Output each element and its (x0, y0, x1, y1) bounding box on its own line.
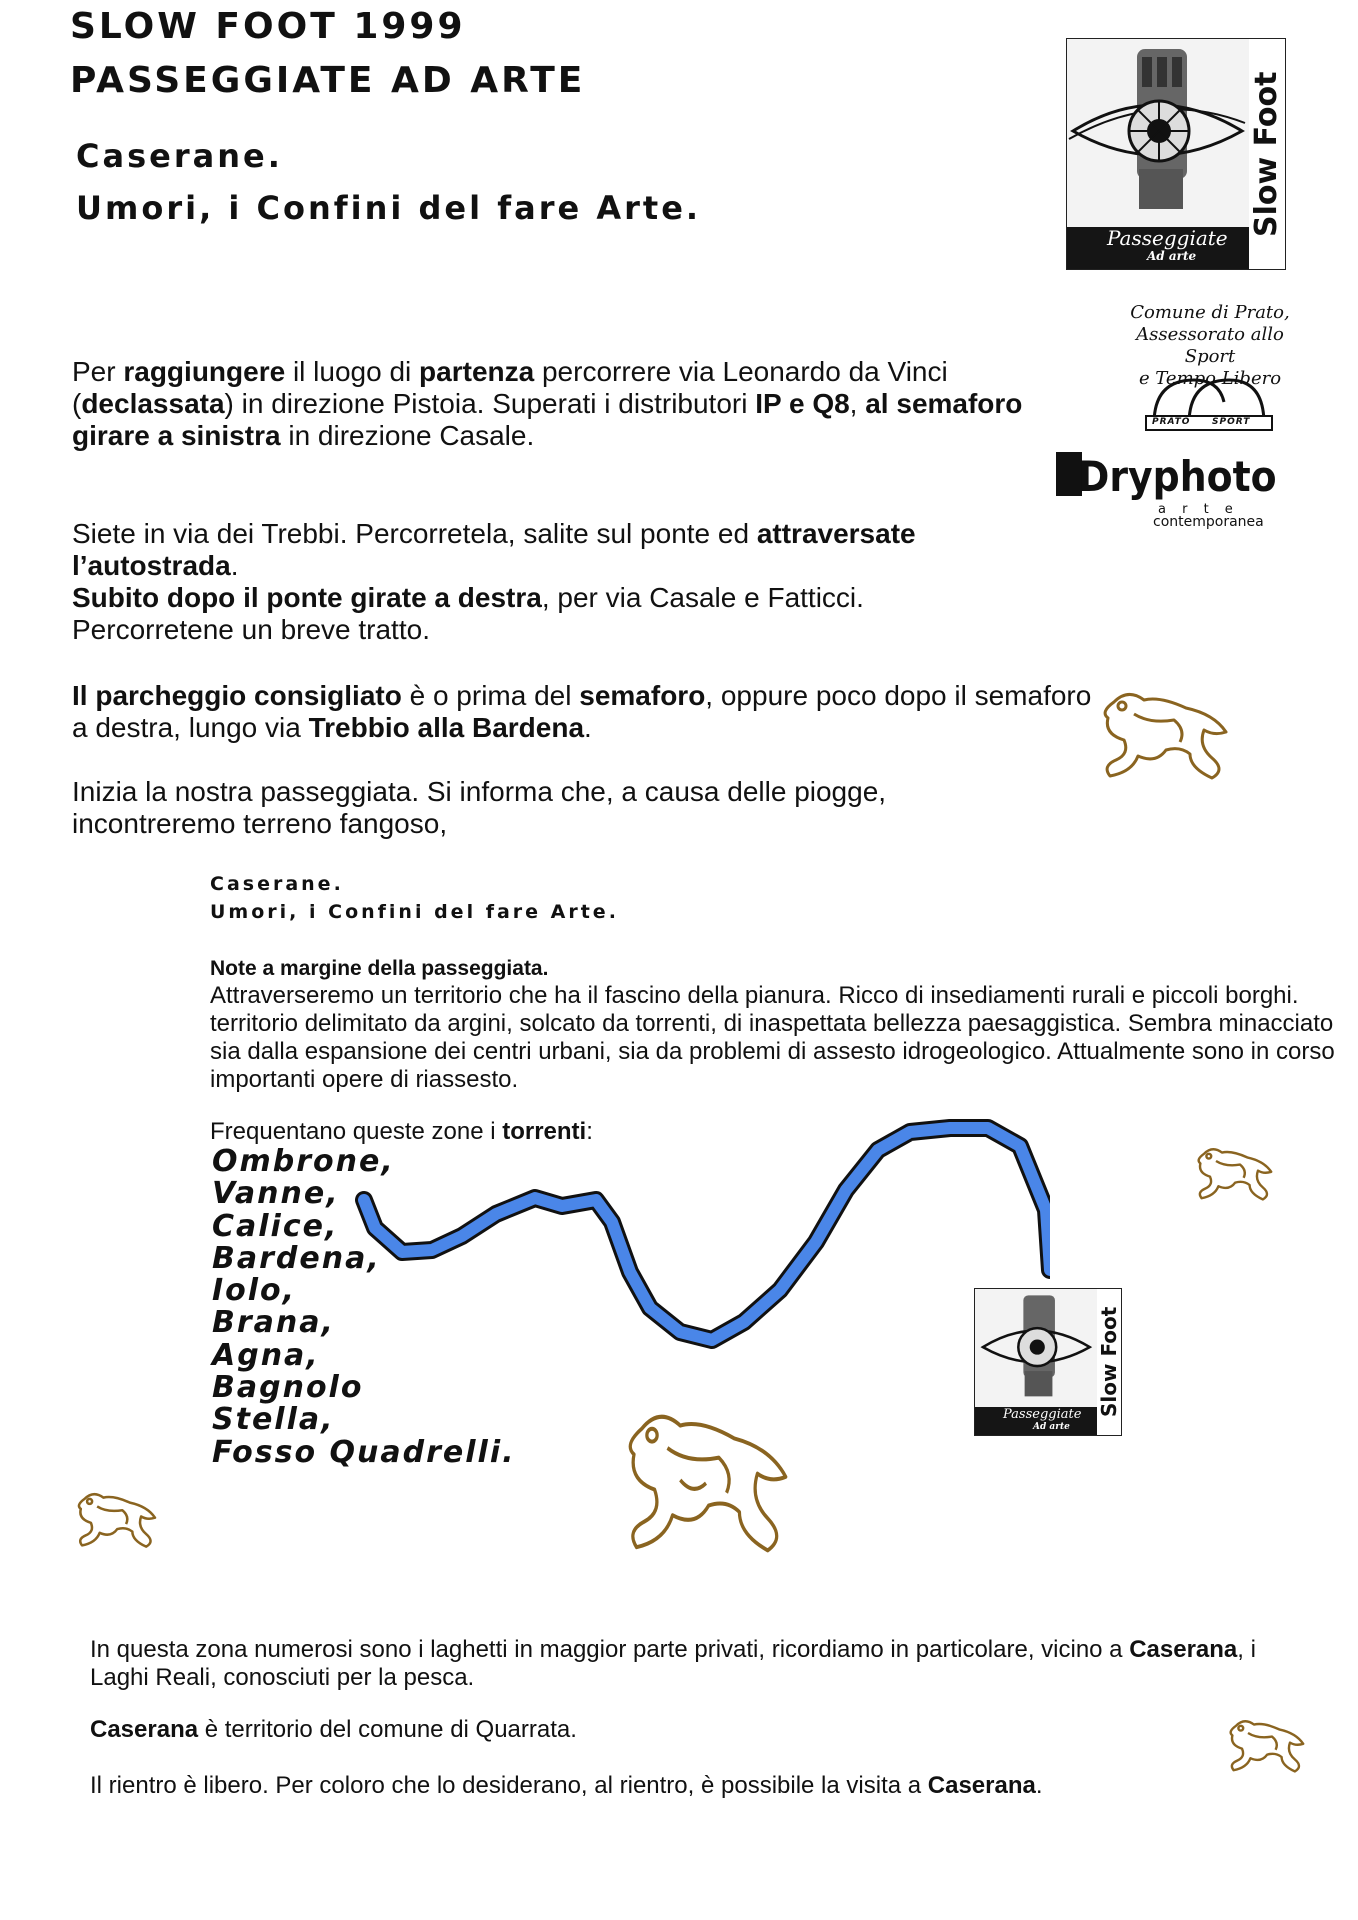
logo-footer (975, 1407, 1097, 1435)
river-item: Ombrone, (212, 1144, 395, 1179)
bold-text: Il parcheggio consigliato (72, 680, 402, 711)
margin-notes-title: Note a margine della passeggiata. (210, 957, 549, 980)
text: , per via Casale e Fatticci. (541, 582, 864, 613)
slowfoot-logo (1066, 38, 1286, 270)
bottom-paragraph-2 (90, 1716, 1310, 1744)
river-item: Vanne, (212, 1176, 340, 1212)
text: Frequentano queste zone i (210, 1118, 503, 1145)
notes-heading-line-1: Caserane. (210, 873, 344, 895)
eye-emblem-icon (975, 1289, 1097, 1409)
bold-text: partenza (419, 356, 535, 387)
eye-emblem-icon (1067, 39, 1247, 229)
river-drawing (350, 1110, 1050, 1350)
bold-text: al semaforo girare a sinistra (72, 388, 1023, 451)
slowfoot-logo-small (974, 1288, 1122, 1436)
frog-icon (72, 1484, 160, 1554)
text: : (586, 1118, 593, 1145)
notes-heading-line-2: Umori, i Confini del fare Arte. (210, 901, 619, 923)
text: è o prima del (401, 680, 580, 711)
text: Il rientro è libero. Per coloro che lo desiderano, al rientro, è possibile la visita a (90, 1772, 928, 1799)
dryphoto-contemporanea: contemporanea (1153, 514, 1264, 530)
river-item: Bardena, (212, 1240, 381, 1276)
main-title (70, 0, 585, 108)
frog-icon (1094, 684, 1234, 784)
river-item: Fosso Quadrelli. (212, 1434, 516, 1470)
bold-text: declassata (81, 388, 225, 419)
sport-word: SPORT (1212, 417, 1251, 427)
river-item: Brana, (212, 1305, 335, 1341)
subtitle-line-2: Umori, i Confini del fare Arte. (76, 189, 702, 227)
text: Per (72, 356, 124, 387)
logo-footer-line2: Ad arte (1033, 1422, 1070, 1432)
bold-text: Caserana (90, 1716, 199, 1743)
prato-word: PRATO (1152, 417, 1191, 427)
frog-icon (616, 1400, 796, 1560)
bold-text: raggiungere (123, 356, 286, 387)
text: , (849, 388, 866, 419)
text: , oppure poco dopo il semaforo a destra, lungo via (72, 680, 1092, 743)
text: percorrere via Leonardo da Vinci ( (72, 356, 948, 419)
bottom-paragraph-3 (90, 1772, 1330, 1800)
text: . (584, 712, 592, 743)
bold-text: Caserana (1129, 1636, 1238, 1663)
bold-text: Caserana (927, 1772, 1036, 1799)
logo-footer-line1: Passeggiate (1107, 226, 1228, 250)
text: è territorio del comune di Quarrata. (198, 1716, 577, 1743)
directions-paragraph-3 (72, 680, 1112, 744)
dryphoto-name: Dryphoto (1078, 452, 1277, 501)
bold-text: Trebbio alla Bardena (308, 712, 585, 743)
text: Siete in via dei Trebbi. Percorretela, salite sul ponte ed (72, 518, 757, 549)
bottom-paragraph-1 (90, 1636, 1310, 1692)
river-item: Stella, (212, 1402, 335, 1438)
slowfoot-vertical-text: Slow Foot (1097, 1289, 1121, 1435)
text: . (1035, 1772, 1043, 1799)
margin-notes-body: Attraverseremo un territorio che ha il fascino della pianura. Ricco di insediamenti rurali e piccoli borghi. territorio delimitato da argini, solcato da torrenti, di inaspettata bellezza paesaggistica. Sembra minacciato sia dalla espansione dei centri urbani, sia da problemi di assesto idrogeologico. Attualmente sono in corso importanti opere di riassesto. (210, 982, 1335, 1093)
comune-line-1: Comune di Prato, (1130, 302, 1290, 323)
text: in direzione Casale. (280, 420, 535, 451)
title-line-1: SLOW FOOT 1999 (70, 6, 466, 47)
notes-heading (210, 870, 619, 926)
subtitle (76, 130, 701, 234)
text: Percorretene un breve tratto. (72, 614, 430, 645)
dryphoto-arte: a r t e (1158, 502, 1239, 517)
frog-icon (1192, 1140, 1276, 1206)
directions-paragraph-1 (72, 356, 1082, 452)
logo-footer-line1: Passeggiate (1003, 1407, 1082, 1422)
comune-line-3: e Tempo Libero (1138, 368, 1282, 389)
bold-text: semaforo (579, 680, 706, 711)
bold-text: Subito dopo il ponte girate a destra (72, 582, 542, 613)
text: . (230, 550, 239, 581)
river-item: Bagnolo (212, 1370, 364, 1406)
directions-paragraph-4: Inizia la nostra passeggiata. Si informa che, a causa delle piogge, incontreremo terreno fangoso, (72, 776, 887, 839)
river-item: Iolo, (212, 1273, 297, 1309)
river-item: Calice, (212, 1208, 339, 1244)
text: In questa zona numerosi sono i laghetti in maggior parte privati, ricordiamo in particolare, vicino a (90, 1636, 1130, 1663)
bold-text: torrenti (502, 1118, 587, 1145)
bold-text: attraversate l’autostrada (72, 518, 916, 581)
title-line-2: PASSEGGIATE AD ARTE (70, 60, 586, 101)
logo-footer (1067, 227, 1249, 269)
directions-paragraph-2 (72, 518, 1082, 646)
river-item: Agna, (212, 1337, 320, 1373)
text: , i Laghi Reali, conosciuti per la pesca. (90, 1636, 1256, 1691)
bold-text: IP e Q8 (755, 388, 850, 419)
logo-footer-line2: Ad arte (1147, 249, 1197, 263)
text: ) in direzione Pistoia. Superati i distributori (224, 388, 756, 419)
subtitle-line-1: Caserane. (76, 137, 283, 175)
slowfoot-vertical-text: Slow Foot (1249, 39, 1285, 269)
comune-line-2: Assessorato allo Sport (1136, 324, 1284, 367)
text: il luogo di (285, 356, 420, 387)
